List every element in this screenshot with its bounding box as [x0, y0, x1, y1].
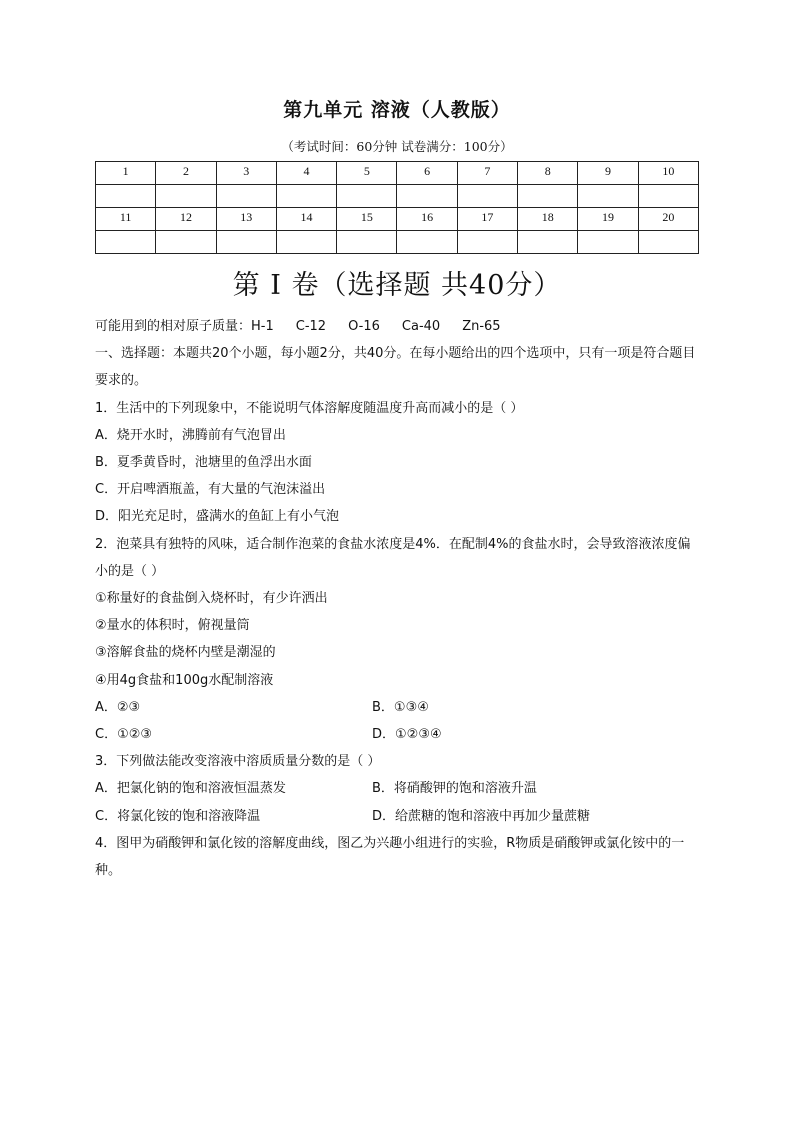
- answer-cell[interactable]: [216, 185, 276, 208]
- answer-cell[interactable]: [96, 185, 156, 208]
- exam-title: 第九单元 溶液（人教版）: [283, 99, 511, 121]
- question-3-stem: 3．下列做法能改变溶液中溶质质量分数的是（ ）: [95, 754, 381, 770]
- question-2-option-d[interactable]: D．①②③④: [372, 727, 442, 743]
- answer-cell[interactable]: [518, 185, 578, 208]
- answer-cell[interactable]: [638, 185, 698, 208]
- score-cell-label: 6: [397, 162, 457, 185]
- instructions: 一、选择题：本题共20个小题，每小题2分，共40分。在每小题给出的四个选项中，只有一项是符合题目要求的。: [95, 346, 696, 389]
- score-cell-label: 20: [638, 208, 698, 231]
- section-title: 第 I 卷（选择题 共40分）: [232, 270, 562, 301]
- exam-subtitle: （考试时间：60分钟 试卷满分：100分）: [281, 139, 513, 154]
- question-3-option-a[interactable]: A．把氯化钠的饱和溶液恒温蒸发: [95, 781, 286, 797]
- answer-cell[interactable]: [518, 231, 578, 254]
- score-cell-label: 18: [518, 208, 578, 231]
- score-cell-label: 3: [216, 162, 276, 185]
- score-cell-label: 12: [156, 208, 216, 231]
- question-2-option-b[interactable]: B．①③④: [372, 699, 429, 715]
- score-cell-label: 10: [638, 162, 698, 185]
- answer-cell[interactable]: [397, 231, 457, 254]
- question-1-option-d[interactable]: D．阳光充足时，盛满水的鱼缸上有小气泡: [95, 509, 340, 525]
- answer-cell[interactable]: [397, 185, 457, 208]
- answer-cell[interactable]: [578, 185, 638, 208]
- score-header-row: [96, 162, 699, 185]
- question-1-option-c[interactable]: C．开启啤酒瓶盖，有大量的气泡沫溢出: [95, 482, 326, 498]
- score-cell-label: 1: [96, 162, 156, 185]
- score-cell-label: 17: [457, 208, 517, 231]
- score-cell-label: 11: [96, 208, 156, 231]
- atomic-mass-line: [95, 313, 699, 340]
- question-2-item-4: ④用4g食盐和100g水配制溶液: [95, 672, 274, 688]
- score-cell-label: 7: [457, 162, 517, 185]
- question-2-item-1: ①称量好的食盐倒入烧杯时，有少许洒出: [95, 591, 328, 607]
- answer-cell[interactable]: [216, 231, 276, 254]
- score-cell-label: 16: [397, 208, 457, 231]
- score-cell-label: 5: [337, 162, 397, 185]
- answer-cell[interactable]: [457, 231, 517, 254]
- question-3-option-b[interactable]: B．将硝酸钾的饱和溶液升温: [372, 781, 537, 797]
- answer-cell[interactable]: [337, 185, 397, 208]
- atomic-mass-value: O-16: [348, 319, 380, 334]
- question-2-stem: 2．泡菜具有独特的风味，适合制作泡菜的食盐水浓度是4%．在配制4%的食盐水时，会导致溶液浓度偏小的是（ ）: [95, 536, 691, 579]
- score-cell-label: 4: [276, 162, 336, 185]
- question-3-options-row: [95, 775, 699, 802]
- question-2-options-row: [95, 694, 699, 721]
- question-4-stem: 4．图甲为硝酸钾和氯化铵的溶解度曲线，图乙为兴趣小组进行的实验，R物质是硝酸钾或氯化铵中的一种。: [95, 835, 685, 879]
- atomic-mass-value: H-1: [251, 319, 274, 334]
- score-cell-label: 2: [156, 162, 216, 185]
- answer-cell[interactable]: [457, 185, 517, 208]
- atomic-mass-value: Ca-40: [401, 319, 441, 334]
- question-3-options-row: [95, 803, 699, 830]
- question-2-option-c[interactable]: C．①②③: [95, 727, 153, 743]
- score-table: [95, 161, 699, 254]
- atomic-mass-value: C-12: [295, 319, 327, 334]
- question-2-item-3: ③溶解食盐的烧杯内壁是潮湿的: [95, 645, 276, 661]
- score-cell-label: 8: [518, 162, 578, 185]
- score-cell-label: 15: [337, 208, 397, 231]
- answer-cell[interactable]: [276, 231, 336, 254]
- answer-cell[interactable]: [578, 231, 638, 254]
- score-answer-row: [96, 231, 699, 254]
- score-cell-label: 9: [578, 162, 638, 185]
- atomic-mass-label: 可能用到的相对原子质量：: [95, 319, 252, 334]
- question-2-option-a[interactable]: A．②③: [95, 699, 141, 715]
- answer-cell[interactable]: [156, 185, 216, 208]
- answer-cell[interactable]: [156, 231, 216, 254]
- exam-body: [95, 313, 699, 884]
- question-2-item-2: ②量水的体积时，俯视量筒: [95, 618, 250, 634]
- question-3-option-d[interactable]: D．给蔗糖的饱和溶液中再加少量蔗糖: [372, 808, 591, 824]
- question-2-options-row: [95, 721, 699, 748]
- score-header-row: [96, 208, 699, 231]
- atomic-mass-value: Zn-65: [462, 319, 501, 334]
- answer-cell[interactable]: [337, 231, 397, 254]
- question-1-stem: 1．生活中的下列现象中，不能说明气体溶解度随温度升高而减小的是（ ）: [95, 400, 524, 416]
- score-cell-label: 14: [276, 208, 336, 231]
- score-answer-row: [96, 185, 699, 208]
- question-3-option-c[interactable]: C．将氯化铵的饱和溶液降温: [95, 808, 261, 824]
- score-cell-label: 13: [216, 208, 276, 231]
- answer-cell[interactable]: [276, 185, 336, 208]
- question-1-option-b[interactable]: B．夏季黄昏时，池塘里的鱼浮出水面: [95, 455, 312, 471]
- answer-cell[interactable]: [638, 231, 698, 254]
- score-cell-label: 19: [578, 208, 638, 231]
- question-1-option-a[interactable]: A．烧开水时，沸腾前有气泡冒出: [95, 427, 286, 443]
- answer-cell[interactable]: [96, 231, 156, 254]
